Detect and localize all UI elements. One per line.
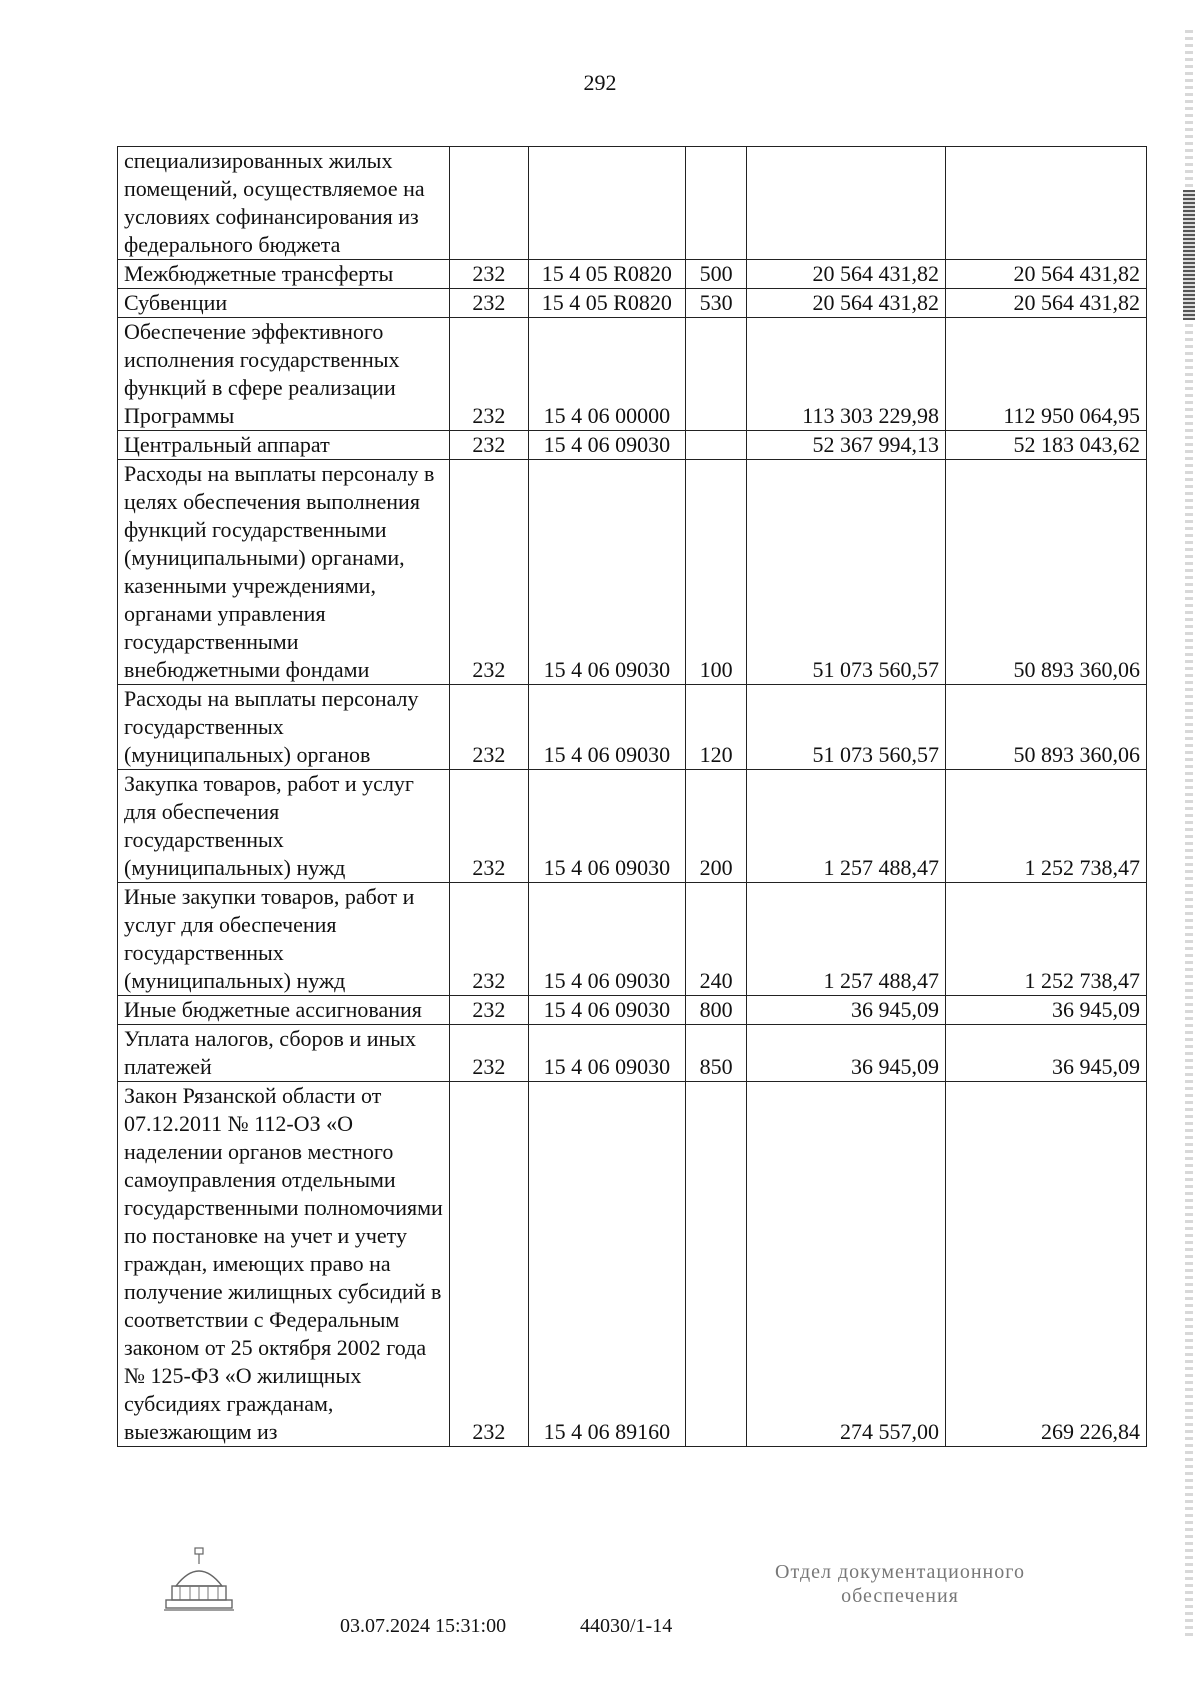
row-csr-cell: 15 4 06 09030 bbox=[528, 770, 685, 883]
row-amount2-cell bbox=[945, 147, 1146, 260]
table-row bbox=[118, 431, 1147, 460]
row-amount1-cell: 36 945,09 bbox=[747, 996, 946, 1025]
row-amount2-cell: 1 252 738,47 bbox=[945, 770, 1146, 883]
row-name-cell: Субвенции bbox=[118, 289, 450, 318]
row-vr-cell: 240 bbox=[686, 883, 747, 996]
row-name-cell: Иные бюджетные ассигнования bbox=[118, 996, 450, 1025]
row-amount1-cell: 51 073 560,57 bbox=[747, 685, 946, 770]
row-csr-cell: 15 4 06 09030 bbox=[528, 1025, 685, 1082]
row-amount1-cell: 51 073 560,57 bbox=[747, 460, 946, 685]
row-vr-cell: 800 bbox=[686, 996, 747, 1025]
row-amount2-cell: 269 226,84 bbox=[945, 1082, 1146, 1447]
department-watermark: Отдел документационного обеспечения bbox=[775, 1561, 1025, 1607]
row-amount1-cell: 20 564 431,82 bbox=[747, 289, 946, 318]
row-code-cell: 232 bbox=[450, 996, 529, 1025]
table-row bbox=[118, 1082, 1147, 1447]
row-name-cell: Расходы на выплаты персоналу государственных (муниципальных) органов bbox=[118, 685, 450, 770]
row-name-cell: Межбюджетные трансферты bbox=[118, 260, 450, 289]
row-csr-cell: 15 4 06 09030 bbox=[528, 431, 685, 460]
row-vr-cell: 200 bbox=[686, 770, 747, 883]
table-row bbox=[118, 260, 1147, 289]
row-code-cell: 232 bbox=[450, 770, 529, 883]
row-csr-cell: 15 4 05 R0820 bbox=[528, 289, 685, 318]
row-code-cell: 232 bbox=[450, 460, 529, 685]
row-amount2-cell: 20 564 431,82 bbox=[945, 260, 1146, 289]
row-code-cell: 232 bbox=[450, 685, 529, 770]
table-row bbox=[118, 883, 1147, 996]
row-code-cell: 232 bbox=[450, 1082, 529, 1447]
row-code-cell bbox=[450, 147, 529, 260]
row-amount1-cell: 20 564 431,82 bbox=[747, 260, 946, 289]
row-vr-cell bbox=[686, 147, 747, 260]
table-row bbox=[118, 289, 1147, 318]
row-amount1-cell: 113 303 229,98 bbox=[747, 318, 946, 431]
row-vr-cell: 500 bbox=[686, 260, 747, 289]
row-amount2-cell: 112 950 064,95 bbox=[945, 318, 1146, 431]
row-csr-cell: 15 4 06 09030 bbox=[528, 685, 685, 770]
row-amount1-cell: 36 945,09 bbox=[747, 1025, 946, 1082]
budget-table-body bbox=[118, 147, 1147, 1447]
row-csr-cell: 15 4 06 09030 bbox=[528, 883, 685, 996]
row-code-cell: 232 bbox=[450, 289, 529, 318]
row-name-cell: Уплата налогов, сборов и иных платежей bbox=[118, 1025, 450, 1082]
row-name-cell: специализированных жилых помещений, осуществляемое на условиях софинансирования из федерального бюджета bbox=[118, 147, 450, 260]
row-vr-cell: 120 bbox=[686, 685, 747, 770]
row-vr-cell: 530 bbox=[686, 289, 747, 318]
row-csr-cell: 15 4 06 00000 bbox=[528, 318, 685, 431]
row-csr-cell: 15 4 06 09030 bbox=[528, 996, 685, 1025]
row-vr-cell bbox=[686, 318, 747, 431]
row-csr-cell: 15 4 06 09030 bbox=[528, 460, 685, 685]
row-name-cell: Иные закупки товаров, работ и услуг для обеспечения государственных (муниципальных) нужд bbox=[118, 883, 450, 996]
row-code-cell: 232 bbox=[450, 883, 529, 996]
row-code-cell: 232 bbox=[450, 1025, 529, 1082]
budget-table bbox=[117, 146, 1147, 1447]
row-vr-cell: 100 bbox=[686, 460, 747, 685]
table-row bbox=[118, 996, 1147, 1025]
row-name-cell: Расходы на выплаты персоналу в целях обеспечения выполнения функций государственными (муниципальными) органами, казенными учреждениями, органами управления государственными внебюджетными фондами bbox=[118, 460, 450, 685]
row-csr-cell: 15 4 06 89160 bbox=[528, 1082, 685, 1447]
row-csr-cell bbox=[528, 147, 685, 260]
row-amount1-cell bbox=[747, 147, 946, 260]
row-name-cell: Обеспечение эффективного исполнения государственных функций в сфере реализации Программы bbox=[118, 318, 450, 431]
emblem-stamp-icon bbox=[162, 1546, 242, 1616]
row-amount1-cell: 1 257 488,47 bbox=[747, 770, 946, 883]
row-amount2-cell: 50 893 360,06 bbox=[945, 460, 1146, 685]
page-number: 292 bbox=[583, 70, 617, 95]
footer-date: 03.07.2024 15:31:00 bbox=[340, 1615, 507, 1637]
row-name-cell: Закон Рязанской области от 07.12.2011 № 112-ОЗ «О наделении органов местного самоуправления отдельными государственными полномочиями по постановке на учет и учету граждан, имеющих право на получение жилищных субсидий в соответствии с Федеральным законом от 25 октября 2002 года № 125-ФЗ «О жилищных субсидиях гражданам, выезжающим из bbox=[118, 1082, 450, 1447]
row-amount2-cell: 20 564 431,82 bbox=[945, 289, 1146, 318]
row-vr-cell: 850 bbox=[686, 1025, 747, 1082]
row-code-cell: 232 bbox=[450, 431, 529, 460]
row-amount2-cell: 52 183 043,62 bbox=[945, 431, 1146, 460]
row-vr-cell bbox=[686, 1082, 747, 1447]
table-row bbox=[118, 685, 1147, 770]
row-amount1-cell: 52 367 994,13 bbox=[747, 431, 946, 460]
row-code-cell: 232 bbox=[450, 260, 529, 289]
row-csr-cell: 15 4 05 R0820 bbox=[528, 260, 685, 289]
table-row bbox=[118, 1025, 1147, 1082]
scan-edge-mark bbox=[1183, 270, 1195, 320]
row-name-cell: Центральный аппарат bbox=[118, 431, 450, 460]
row-amount2-cell: 50 893 360,06 bbox=[945, 685, 1146, 770]
row-amount2-cell: 1 252 738,47 bbox=[945, 883, 1146, 996]
row-amount2-cell: 36 945,09 bbox=[945, 996, 1146, 1025]
footer-registration-number: 44030/1-14 bbox=[580, 1615, 673, 1637]
row-amount2-cell: 36 945,09 bbox=[945, 1025, 1146, 1082]
row-name-cell: Закупка товаров, работ и услуг для обеспечения государственных (муниципальных) нужд bbox=[118, 770, 450, 883]
row-amount1-cell: 1 257 488,47 bbox=[747, 883, 946, 996]
row-vr-cell bbox=[686, 431, 747, 460]
table-row bbox=[118, 147, 1147, 260]
table-row bbox=[118, 460, 1147, 685]
table-row bbox=[118, 770, 1147, 883]
row-code-cell: 232 bbox=[450, 318, 529, 431]
table-row bbox=[118, 318, 1147, 431]
row-amount1-cell: 274 557,00 bbox=[747, 1082, 946, 1447]
